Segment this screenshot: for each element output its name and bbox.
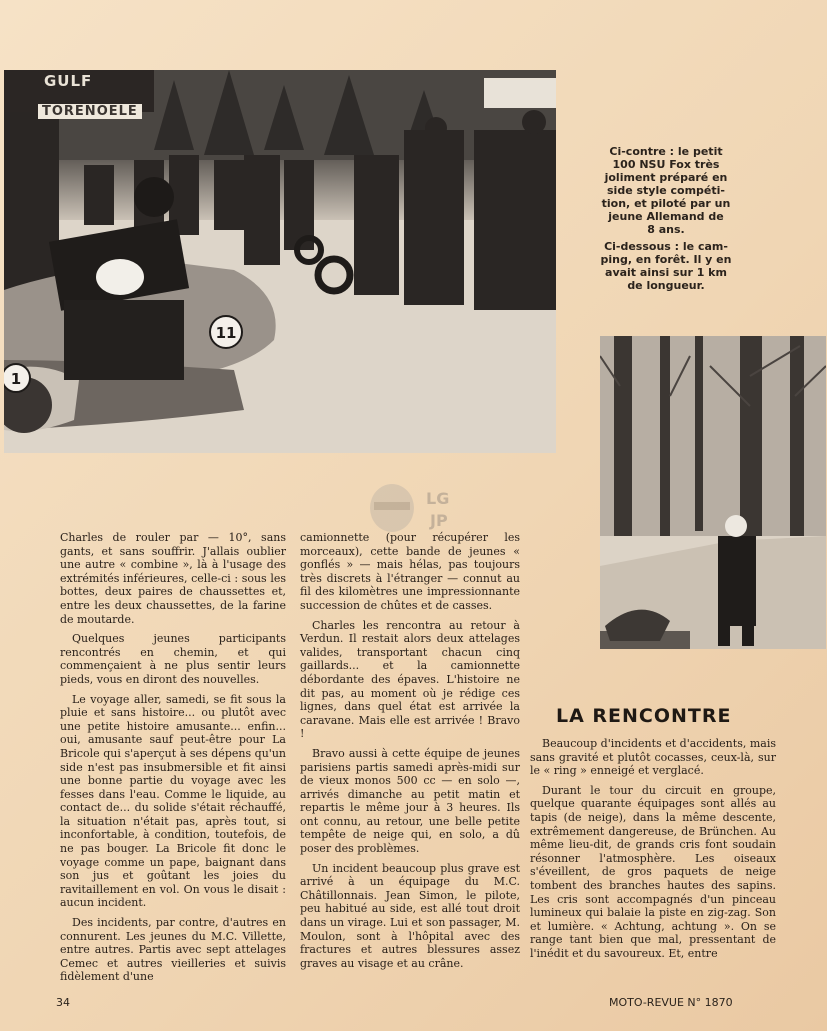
- paragraph: Durant le tour du circuit en groupe, quelque quarante équipages sont allés au tapis (de neige), dans la même descente, extrêmement dangereuse, de Brünchen. Au même lieu-dit, de grands cris font soudain résonner l'atmosphère. Les oiseaux s'éveillent, de gros paquets de neige tombent des branches hautes des sapins. Les cris sont accompagnés d'un pinceau lumineux qui balaie la piste en zig-zag. Son et lumière. « Achtung, achtung ». On se range tant bien que mal, pressentant de l'inédit et du savoureux. Et, entre: [530, 783, 776, 960]
- watermark-letters: LG: [426, 489, 450, 508]
- fairing-number-11: 11: [215, 324, 237, 342]
- watermark-logo: [366, 482, 460, 534]
- forest-camping-illustration: [600, 336, 826, 649]
- paragraph: Un incident beaucoup plus grave est arrivé à un équipage du M.C. Châtillonnais. Jean Simon, le pilote, peu habitué au side, est allé tout droit dans un virage. Lui et son passager, M. Moulon, sont à l'hôpital avec des fractures et autres blessures assez graves au visage et au crâne.: [300, 861, 520, 970]
- banner-subtext: TORENOELE: [38, 104, 142, 119]
- text-column-2: [300, 531, 520, 976]
- sidecar-race-photo: [4, 70, 556, 453]
- watermark-graphic: [366, 482, 460, 534]
- paragraph: camionnette (pour récupérer les morceaux), cette bande de jeunes « gonflés » — mais hélas, pas toujours très discrets à l'étranger — connut au fil des kilomètres une impressionnante succession de chûtes et de casses.: [300, 531, 520, 612]
- photo-caption-top: Ci-contre : le petit 100 NSU Fox très joliment préparé en side style compéti- tion, et piloté par un jeune Allemand de 8 ans.: [601, 145, 731, 236]
- gulf-banner: [4, 70, 154, 119]
- photo-caption-bottom: Ci-dessous : le cam- ping, en forêt. Il y en avait ainsi sur 1 km de longueur.: [600, 240, 732, 292]
- paragraph: Le voyage aller, samedi, se fit sous la pluie et sans histoire... ou plutôt avec une petite histoire amusante... enfin... oui, amusante sauf peut-être pour La Bricole qui s'aperçut à ses dépens qu'un side n'est pas insubmersible et fit ainsi une bonne partie du voyage avec les fesses dans l'eau. Comme le liquide, au contact de... du solide s'était réchauffé, la situation n'était pas, après tout, si inconfortable, à condition, toutefois, de ne pas bouger. La Bricole fit donc le voyage comme un pape, baignant dans son jus et goûtant les joies du ravitaillement en vol. On vous le disait : aucun incident.: [60, 692, 286, 910]
- paragraph: Beaucoup d'incidents et d'accidents, mais sans gravité et plutôt cocasses, ceux-là, sur le « ring » enneigé et verglacé.: [530, 737, 776, 778]
- fairing-number-1: 1: [10, 370, 22, 388]
- paragraph: Charles les rencontra au retour à Verdun. Il restait alors deux attelages valides, transportant chacun cinq gaillards... et la camionnette débordante des épaves. L'histoire ne dit pas, au moment où je rédige ces lignes, dans quel état est arrivée la caravane. Mais elle est arrivée ! Bravo !: [300, 618, 520, 741]
- paragraph: Charles de rouler par — 10°, sans gants, et sans souffrir. J'allais oublier une autre « combine », là à l'usage des extrémités inférieures, celle-ci : sous les bottes, deux paires de chaussettes et, entre les deux chaussettes, de la farine de moutarde.: [60, 531, 286, 626]
- forest-camping-photo: [600, 336, 826, 649]
- banner-brand: GULF: [44, 72, 93, 90]
- text-column-3: [530, 737, 776, 967]
- paragraph: Bravo aussi à cette équipe de jeunes parisiens partis samedi après-midi sur de vieux monos 500 cc — en solo —, arrivés dimanche au petit matin et repartis le même jour à 3 heures. Ils ont connu, au retour, une belle petite tempête de neige qui, en solo, a dû poser des problèmes.: [300, 746, 520, 856]
- paragraph: Des incidents, par contre, d'autres en connurent. Les jeunes du M.C. Villette, entre autres. Partis avec sept attelages Cemec et autres vieilleries et suivis fidèlement d'une: [60, 916, 286, 984]
- magazine-issue: MOTO-REVUE N° 1870: [609, 996, 733, 1009]
- page-number: 34: [56, 996, 70, 1009]
- section-heading: LA RENCONTRE: [556, 705, 732, 727]
- paragraph: Quelques jeunes participants rencontrés en chemin, et qui commençaient à ne plus sentir leurs pieds, vous en diront des nouvelles.: [60, 632, 286, 686]
- text-column-1: [60, 531, 286, 990]
- svg-text:JP: JP: [430, 511, 448, 530]
- sidecar-race-illustration: [4, 70, 556, 453]
